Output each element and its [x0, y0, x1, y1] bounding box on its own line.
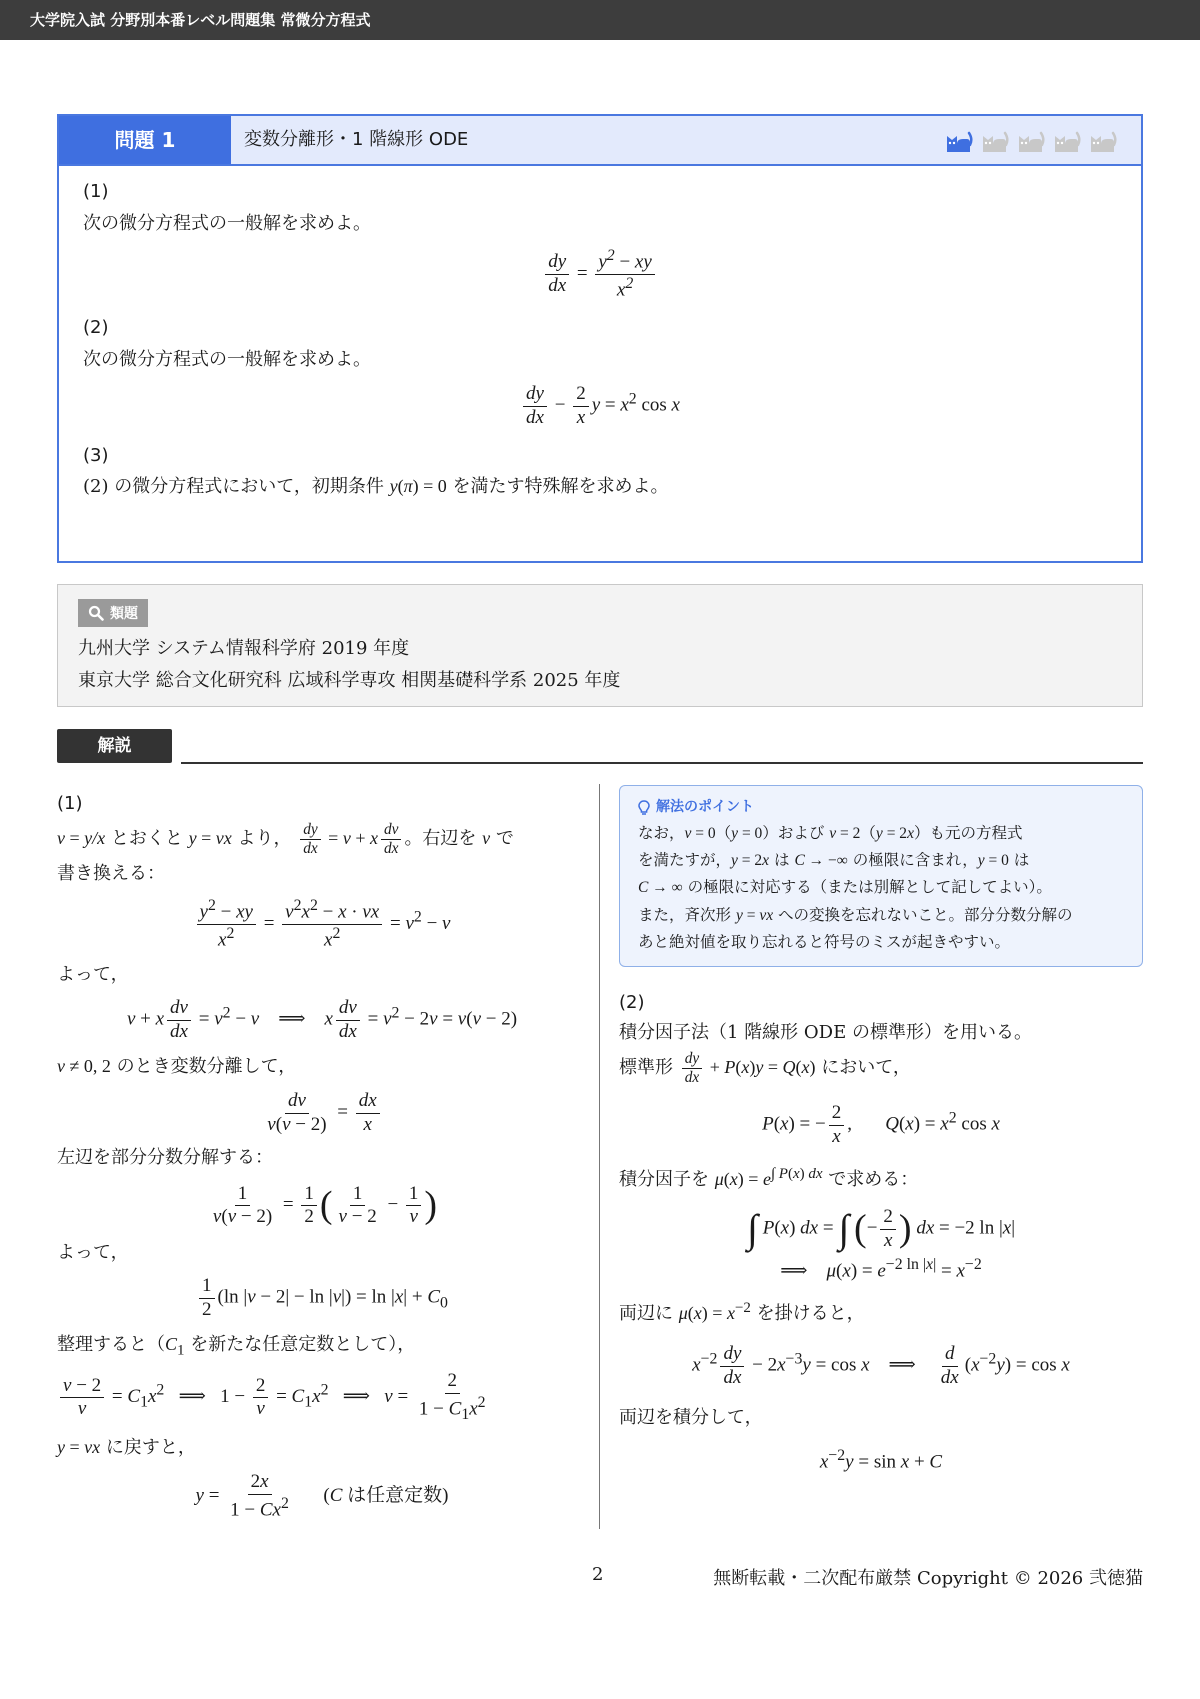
cat-icon [943, 125, 973, 155]
similar-tag [78, 599, 148, 627]
point-title-label: 解法のポイント [656, 799, 754, 815]
solution-point-box [619, 785, 1143, 967]
equation: $\frac{1}{2}$ (ln $|v - 2| - \ln |v|) = \ln |x| + C_0$ [57, 1275, 587, 1322]
solution-left-column [57, 790, 587, 1530]
similar-item: 東京大学 総合文化研究科 広域科学専攻 相関基礎科学系 2025 年度 [78, 670, 621, 691]
solution-text: 積分因子法（1 階線形 ODE の標準形）を用いる。 [619, 1022, 1032, 1044]
solution-text: 両辺に $\mu(x) = x^{-2}$ を掛けると， [619, 1300, 865, 1325]
solution-text: 積分因子を $\mu(x) = e^{\int P(x) dx}$ で求める： [619, 1166, 919, 1191]
part-label: (2) [619, 991, 645, 1013]
equation: ∫ P(x) dx = ∫ (− $\frac{2}{x}$ ) dx = −2 ln |x| ⟹ $\mu(x) = e^{-2 ln |x|} = x^{-2}$ [746, 1205, 1016, 1282]
equation: P(x) = − $\frac{2}{x}$ , $Q(x) = x^2$ cos x [762, 1101, 1000, 1147]
solution-text: よって， [57, 1241, 129, 1263]
solution-text: よって， [57, 963, 129, 985]
solution-text: 標準形 $\frac{dy}{dx}$ + P(x)y = Q(x) において， [619, 1050, 911, 1087]
part-label: (1) [83, 181, 109, 202]
lightbulb-icon [638, 800, 650, 816]
equation: $\frac{y^2 - xy}{x^2}$ = $\frac{v^2x^2 - x \cdot vx}{x^2}$ = $v^2 - v$ [57, 897, 587, 952]
problem-box [57, 114, 1143, 563]
solution-header [57, 729, 1143, 765]
cat-icon [1051, 125, 1081, 155]
equation: $x^{-2}$ $\frac{dy}{dx}$ − $2x^{-3}y = \cos x$ ⟹ $\frac{d}{dx}$ $(x^{-2}y) = \cos x$ [692, 1343, 1070, 1388]
cat-icon [1015, 125, 1045, 155]
equation: $\frac{v - 2}{v}$ = $C_1x^2$ ⟹ 1 − $\frac{2}{v}$ = $C_1x^2$ ⟹ v = $\frac{2}{1 - C_1x^2}$ [57, 1370, 587, 1425]
point-title [638, 796, 1126, 820]
difficulty-rating [943, 125, 1117, 155]
cat-icon [979, 125, 1009, 155]
similar-item: 九州大学 システム情報科学府 2019 年度 [78, 638, 410, 659]
page-number: 2 [592, 1564, 604, 1585]
problem-title: 変数分離形・1 階線形 ODE [244, 129, 469, 150]
equation: y = $\frac{2x}{1 - Cx^2}$ (C は任意定数) [195, 1471, 449, 1521]
solution-text: 両辺を積分して， [619, 1406, 763, 1428]
similar-problems-box [57, 584, 1143, 707]
solution-text: 書き換える： [57, 863, 165, 885]
problem-header [59, 116, 1141, 166]
part-text: 次の微分方程式の一般解を求めよ。 [83, 348, 371, 370]
solution-rule [181, 762, 1143, 764]
point-text: なお，v = 0（y = 0）および v = 2（y = 2x）も元の方程式 を満たすが，y = 2x は C → −∞ の極限に含まれ，y = 0 は C → ∞ の極限に対応する（または別解として記してよい）。 また，斉次形 y = vx への変換を忘れないこと。部分分数分解の あと絶対値を取り忘れると符号のミスが起きやすい。 [638, 823, 1073, 952]
solution-tag: 解説 [57, 729, 172, 763]
part-label: (3) [83, 444, 109, 466]
cat-icon [1087, 125, 1117, 155]
part-label: (1) [57, 793, 83, 814]
column-divider [599, 784, 600, 1529]
equation: $\frac{dv}{v(v - 2)}$ = $\frac{dx}{x}$ [57, 1090, 587, 1137]
similar-tag-label: 類題 [110, 606, 138, 622]
equation: $x^{-2}y = \sin x + C$ [819, 1447, 943, 1473]
solution-right-column [619, 785, 1143, 1483]
search-icon [88, 605, 104, 621]
problem-body [59, 166, 1141, 513]
solution-text: 左辺を部分分数分解する： [57, 1147, 273, 1169]
solution-text: v = y/x とおくと y = vx より， $\frac{dy}{dx}$ = v + x $\frac{dv}{dx}$ 。右辺を v で [57, 820, 514, 858]
solution-text: 整理すると（$C_1$ を新たな任意定数として）， [57, 1333, 416, 1359]
solution-text: v ≠ 0, 2 のとき変数分離して， [57, 1055, 297, 1077]
equation: $\frac{dy}{dx}$ = $\frac{y^2 - xy}{x^2}$ [83, 247, 1117, 302]
part-label: (2) [83, 317, 109, 339]
page-header: 大学院入試 分野別本番レベル問題集 常微分方程式 [0, 0, 1200, 40]
copyright: 無断転載・二次配布厳禁 Copyright © 2026 弐徳猫 [713, 1568, 1143, 1589]
equation: v + x $\frac{dv}{dx}$ = $v^2 - v$ ⟹ x $\frac{dv}{dx}$ = $v^2 - 2v = v(v - 2)$ [126, 997, 518, 1043]
equation: $\frac{1}{v(v - 2)}$ = $\frac{1}{2}$ ( $\frac{1}{v - 2}$ − $\frac{1}{v}$ ) [212, 1182, 438, 1228]
equation: $\frac{dy}{dx}$ − $\frac{2}{x}$ $y = x^2$ cos x [83, 383, 1117, 430]
part-text: 次の微分方程式の一般解を求めよ。 [83, 212, 371, 234]
solution-text: y = vx に戻すと， [57, 1437, 196, 1459]
part-text: (2) の微分方程式において，初期条件 y(π) = 0 を満たす特殊解を求めよ。 [83, 476, 669, 498]
problem-number: 問題 1 [59, 116, 231, 164]
